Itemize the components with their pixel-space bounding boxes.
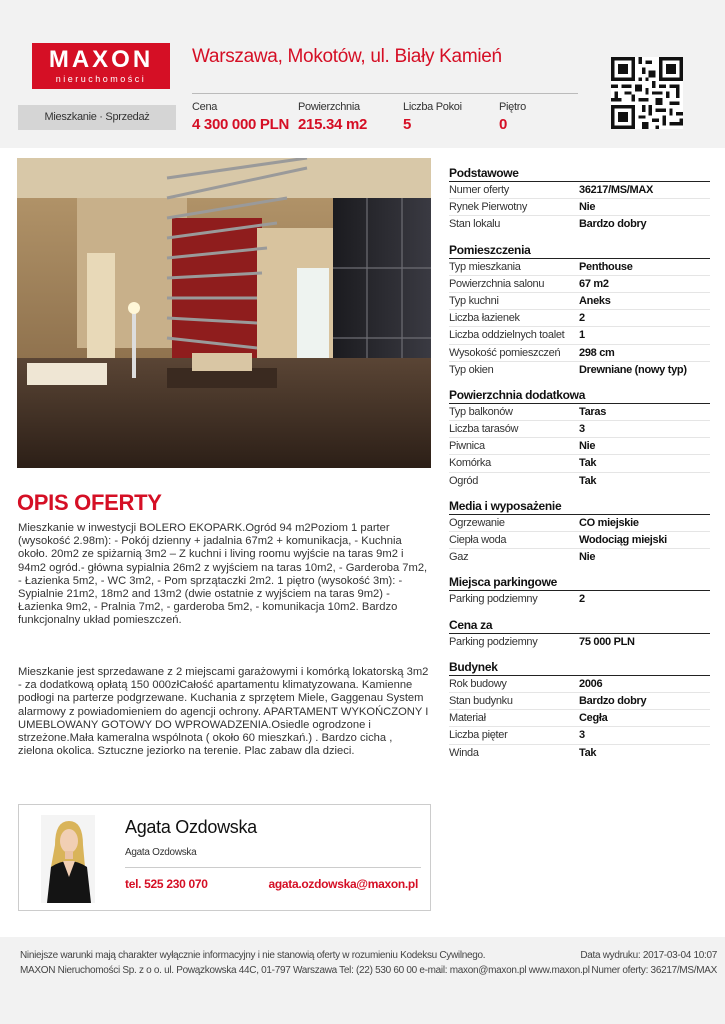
stat-label: Cena	[192, 101, 218, 113]
detail-key: Liczba łazienek	[449, 312, 520, 325]
detail-key: Typ kuchni	[449, 294, 499, 307]
detail-key: Numer oferty	[449, 184, 509, 196]
detail-row	[449, 727, 710, 744]
detail-value: Tak	[579, 474, 597, 487]
detail-value: 3	[579, 729, 585, 742]
detail-key: Parking podziemny	[449, 593, 538, 606]
detail-key: Piwnica	[449, 440, 485, 453]
detail-value: 2	[579, 312, 585, 325]
detail-row	[449, 216, 710, 233]
detail-key: Wysokość pomieszczeń	[449, 346, 561, 359]
footer-left	[20, 948, 590, 978]
agent-email-link[interactable]: agata.ozdowska@maxon.pl	[268, 877, 418, 891]
detail-value: Wodociąg miejski	[579, 534, 667, 546]
detail-key: Materiał	[449, 712, 486, 725]
stat-label: Liczba Pokoi	[403, 101, 462, 113]
detail-key: Liczba oddzielnych toalet	[449, 329, 565, 342]
detail-row	[449, 473, 710, 490]
detail-row	[449, 455, 710, 472]
detail-row	[449, 710, 710, 727]
section-title-utilities: Media i wyposażenie	[449, 499, 710, 515]
detail-row	[449, 421, 710, 438]
details-column	[449, 166, 710, 762]
detail-value: 1	[579, 329, 585, 342]
detail-row	[449, 745, 710, 762]
detail-row	[449, 345, 710, 362]
detail-key: Ciepła woda	[449, 534, 507, 546]
footer-disclaimer: Niniejsze warunki mają charakter wyłącznie informacyjny i nie stanowią oferty w rozumieniu Kodeksu Cywilnego.	[20, 950, 486, 961]
footer-offer-number: Numer oferty: 36217/MS/MAX	[591, 965, 717, 976]
detail-row	[449, 199, 710, 216]
detail-row	[449, 532, 710, 549]
detail-row	[449, 634, 710, 651]
detail-row	[449, 327, 710, 344]
detail-key: Powierzchnia salonu	[449, 277, 545, 290]
detail-key: Parking podziemny	[449, 635, 538, 648]
detail-value: 36217/MS/MAX	[579, 184, 654, 196]
detail-value: Taras	[579, 405, 607, 418]
detail-value: Nie	[579, 201, 596, 214]
listing-type-badge: Mieszkanie · Sprzedaż	[18, 105, 176, 130]
detail-key: Komórka	[449, 457, 491, 470]
detail-row	[449, 182, 710, 199]
detail-key: Ogrzewanie	[449, 516, 505, 529]
stat-value: 5	[403, 116, 412, 133]
detail-row	[449, 362, 710, 379]
detail-value: 298 cm	[579, 346, 615, 359]
detail-key: Typ okien	[449, 363, 494, 376]
detail-key: Winda	[449, 746, 479, 759]
detail-value: 2	[579, 593, 585, 606]
stat-label: Piętro	[499, 101, 526, 113]
detail-row	[449, 693, 710, 710]
stat-area	[298, 101, 367, 133]
footer-print-date: Data wydruku: 2017-03-04 10:07	[580, 950, 717, 961]
header-divider	[192, 93, 578, 94]
stat-value: 0	[499, 116, 508, 133]
property-photo[interactable]	[17, 158, 431, 468]
stat-rooms	[403, 101, 462, 133]
detail-row	[449, 515, 710, 532]
section-title-extra-area: Powierzchnia dodatkowa	[449, 388, 710, 404]
detail-value: Drewniane (nowy typ)	[579, 363, 687, 376]
agent-phone-link[interactable]: tel. 525 230 070	[125, 877, 208, 891]
listing-address: Warszawa, Mokotów, ul. Biały Kamień	[192, 46, 502, 67]
detail-row	[449, 404, 710, 421]
agent-subtitle: Agata Ozdowska	[125, 847, 197, 858]
agent-avatar	[41, 815, 95, 903]
section-title-parking: Miejsca parkingowe	[449, 575, 710, 591]
detail-key: Liczba tarasów	[449, 423, 519, 436]
detail-key: Gaz	[449, 551, 469, 564]
stat-value: 215.34 m2	[298, 116, 368, 133]
detail-value: CO miejskie	[579, 516, 639, 529]
footer-company: MAXON Nieruchomości Sp. z o o. ul. Powązkowska 44C, 01-797 Warszawa Tel: (22) 530 60 00 e-mail: maxon@maxon.pl www.maxon.pl	[20, 965, 590, 976]
description-paragraph-1: Mieszkanie w inwestycji BOLERO EKOPARK.Ogród 94 m2Poziom 1 parter (wysokość 2.98m): - Pokój dzienny + jadalnia 67m2 + komunikacja, - Kuchnia około. 20m2 ze spiżarnią 3m2 – Z kuchni i living roomu wyjście na taras 9m2 i 94m2 ogród.- główna sypialnia 26m2 z wyjściem na taras 10m2, - Garderoba 7m2, - Łazienka 5m2, - WC 3m2, - Pom sprzątaczki 2m2. 1 piętro (wysokość 3m): - Sypialnie 21m2, 18m2 and 13m2 (dwie ostatnie z wyjściem na taras 9m2) - Łazienka 9m2, - Pralnia 7m2, - garderoba 5m2, - komunikacja 10m2. Bardzo funkcjonalny układ pomieszczeń.	[18, 522, 428, 627]
stat-label: Powierzchnia	[298, 101, 360, 113]
detail-value: Tak	[579, 746, 597, 759]
detail-value: 75 000 PLN	[579, 635, 635, 648]
detail-value: Bardzo dobry	[579, 694, 647, 707]
maxon-logo[interactable]	[32, 43, 170, 89]
detail-value: 3	[579, 423, 585, 436]
detail-row	[449, 310, 710, 327]
detail-row	[449, 276, 710, 293]
detail-key: Typ mieszkania	[449, 260, 521, 273]
detail-value: Aneks	[579, 294, 611, 307]
page-header	[0, 0, 725, 148]
detail-key: Ogród	[449, 474, 479, 487]
detail-key: Stan lokalu	[449, 218, 501, 231]
detail-value: Tak	[579, 457, 597, 470]
agent-card	[18, 804, 431, 911]
agent-divider	[125, 867, 421, 868]
detail-key: Rynek Pierwotny	[449, 201, 528, 214]
detail-row	[449, 591, 710, 608]
stat-value: 4 300 000 PLN	[192, 116, 289, 133]
section-title-rooms: Pomieszczenia	[449, 243, 710, 259]
agent-name: Agata Ozdowska	[125, 817, 257, 837]
detail-key: Liczba pięter	[449, 729, 508, 742]
detail-value: Nie	[579, 551, 596, 564]
description-paragraph-2: Mieszkanie jest sprzedawane z 2 miejscami garażowymi i komórką lokatorską 3m2 - za dodatkową opłatą 150 000złCałość apartamentu klimatyzowana. Kamienne podłogi na parterze podgrzewane. Kuchania z sprzętem Miele, Gaggenau System alarmowy z powiadomieniem do agencji ochrony. APARTAMENT WYKOŃCZONY I UMEBLOWANY GOTOWY DO WPROWADZENIA.Osiedle ogrodzone i strzeżone.Mała kameralna wspólnota ( około 60 mieszkań.) . Bardzo cicha , zielona okolica. Sztuczne jeziorko na terenie. Plac zabaw dla dzieci.	[18, 666, 429, 758]
detail-row	[449, 293, 710, 310]
stat-price	[192, 101, 289, 133]
logo-tagline: nieruchomości	[55, 74, 147, 84]
description-title: OPIS OFERTY	[17, 490, 162, 515]
detail-row	[449, 438, 710, 455]
detail-value: Penthouse	[579, 260, 633, 273]
detail-row	[449, 676, 710, 693]
detail-key: Rok budowy	[449, 677, 507, 690]
detail-value: Cegła	[579, 712, 608, 725]
detail-key: Typ balkonów	[449, 405, 513, 418]
section-title-price-for: Cena za	[449, 618, 710, 634]
page-footer	[0, 937, 725, 1024]
logo-wordmark: MAXON	[48, 46, 154, 73]
qr-code-icon[interactable]	[611, 57, 683, 129]
detail-row	[449, 259, 710, 276]
detail-value: Bardzo dobry	[579, 218, 647, 231]
detail-value: 67 m2	[579, 277, 609, 290]
detail-row	[449, 549, 710, 566]
stat-floor	[499, 101, 526, 133]
detail-value: Nie	[579, 440, 596, 453]
section-title-basic: Podstawowe	[449, 166, 710, 182]
detail-key: Stan budynku	[449, 694, 513, 707]
footer-right	[580, 948, 717, 978]
section-title-building: Budynek	[449, 660, 710, 676]
detail-value: 2006	[579, 677, 603, 690]
